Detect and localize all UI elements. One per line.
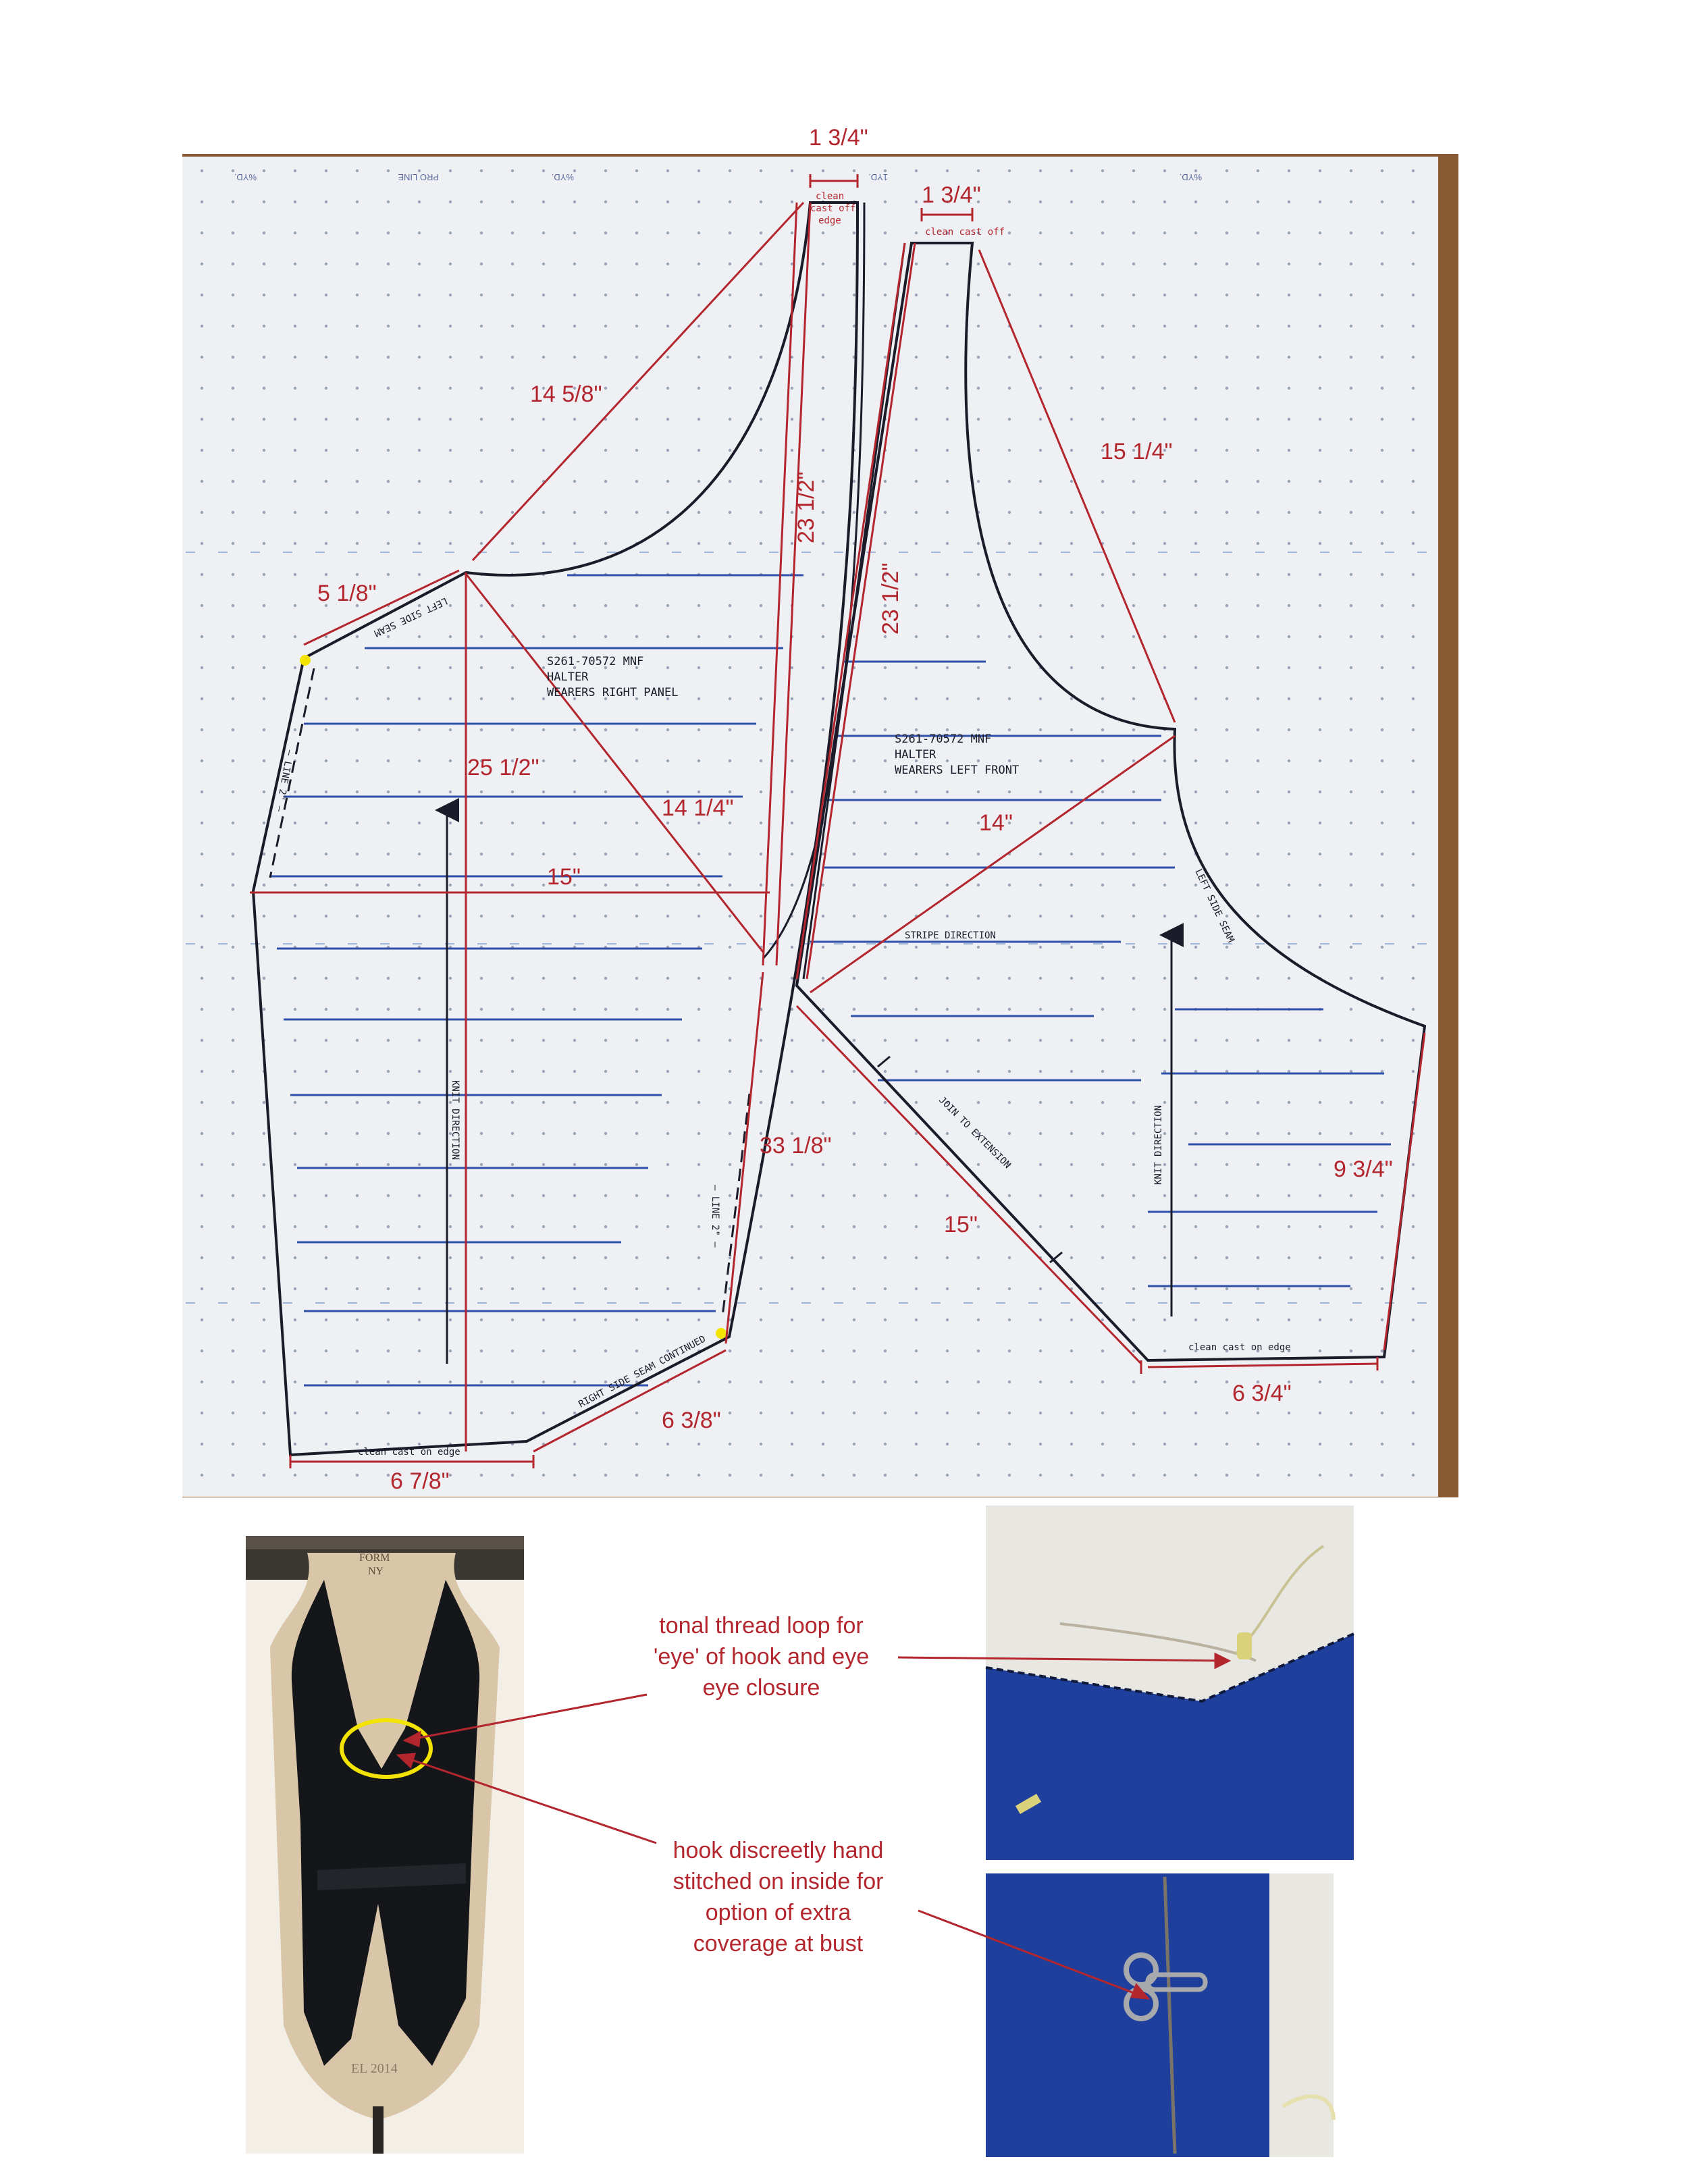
dim-right-width: 15" [547,864,581,890]
dim-right-neck-edge: 14 5/8" [530,381,602,407]
dim-right-hem-angle: 6 3/8" [662,1408,721,1433]
note-left-side-seam: LEFT SIDE SEAM [1192,867,1236,944]
dress-form-photo [246,1536,524,2154]
note-left-panel-label-1: S261-70572 MNF [895,733,992,746]
dim-right-strap-length: 23 1/2" [793,471,819,543]
dress-form-top-text-2: NY [368,1566,384,1577]
hook-closeup-photo [986,1873,1334,2157]
dim-right-front-edge: 33 1/8" [760,1133,832,1158]
paper-print-proline: PRO LINE [398,172,439,182]
paper-dot-grid [182,157,1438,1497]
dim-left-wrap-edge: 15" [944,1212,978,1237]
paper-print-yd2: 1YD. [868,172,888,182]
note-knit-direction-right: KNIT DIRECTION [450,1080,460,1161]
dim-top-left-strap: 1 3/4" [809,125,868,151]
note-right-panel-label-1: S261-70572 MNF [547,655,644,668]
note-knit-direction-left: KNIT DIRECTION [1153,1104,1164,1185]
dim-right-center-height: 25 1/2" [467,755,539,780]
note-right-side-seam-top: LEFT SIDE SEAM [372,595,450,639]
note-clean-cast-off-left-3: edge [818,215,841,226]
note-stripe-direction: STRIPE DIRECTION [905,930,996,941]
corner-mark [716,1328,727,1339]
note-join-to-extension: JOIN TO EXTENSION [937,1094,1013,1171]
dim-left-width: 14" [979,810,1013,836]
dim-top-right-strap: 1 3/4" [922,182,981,208]
note-line-mark-right: — LINE 2" — [273,749,295,813]
dim-left-side: 9 3/4" [1334,1156,1393,1182]
corner-mark [300,655,311,666]
paper-print-yd: %YD. [1179,172,1202,182]
dim-left-hem: 6 3/4" [1232,1381,1292,1406]
callout-hook: hook discreetly hand stitched on inside for option of extra coverage at bust [672,1838,884,1956]
note-right-side-seam-continued: RIGHT SIDE SEAM CONTINUED [577,1333,708,1410]
note-line-mark-left: — LINE 2" — [710,1185,720,1248]
note-clean-cast-off-left-1: clean [816,191,845,202]
note-right-panel-label-2: HALTER [547,670,589,684]
dress-form-top-text-1: FORM [359,1552,390,1564]
note-clean-cast-on-right: clean cast on edge [358,1447,460,1458]
note-clean-cast-off-left-2: cast off [810,203,856,214]
note-right-panel-label-3: WEARERS RIGHT PANEL [547,686,679,699]
dim-right-diagonal: 14 1/4" [662,795,734,821]
dim-left-strap-length: 23 1/2" [878,562,903,635]
note-clean-cast-off-right: clean cast off [925,227,1005,238]
paper-print-yd: %YD. [234,172,257,182]
note-left-panel-label-3: WEARERS LEFT FRONT [895,764,1020,777]
paper-print-yd: %YD. [551,172,574,182]
dim-left-armhole: 15 1/4" [1101,439,1173,464]
dim-right-shoulder: 5 1/8" [317,581,377,606]
dress-form-bottom-text: EL 2014 [351,2061,398,2076]
note-clean-cast-on-left: clean cast on edge [1188,1342,1291,1353]
dim-right-hem: 6 7/8" [390,1468,450,1494]
thread-loop-closeup-photo [986,1506,1354,1860]
callout-thread-loop: tonal thread loop for 'eye' of hook and eye eye closure [653,1613,870,1701]
note-left-panel-label-2: HALTER [895,748,937,762]
